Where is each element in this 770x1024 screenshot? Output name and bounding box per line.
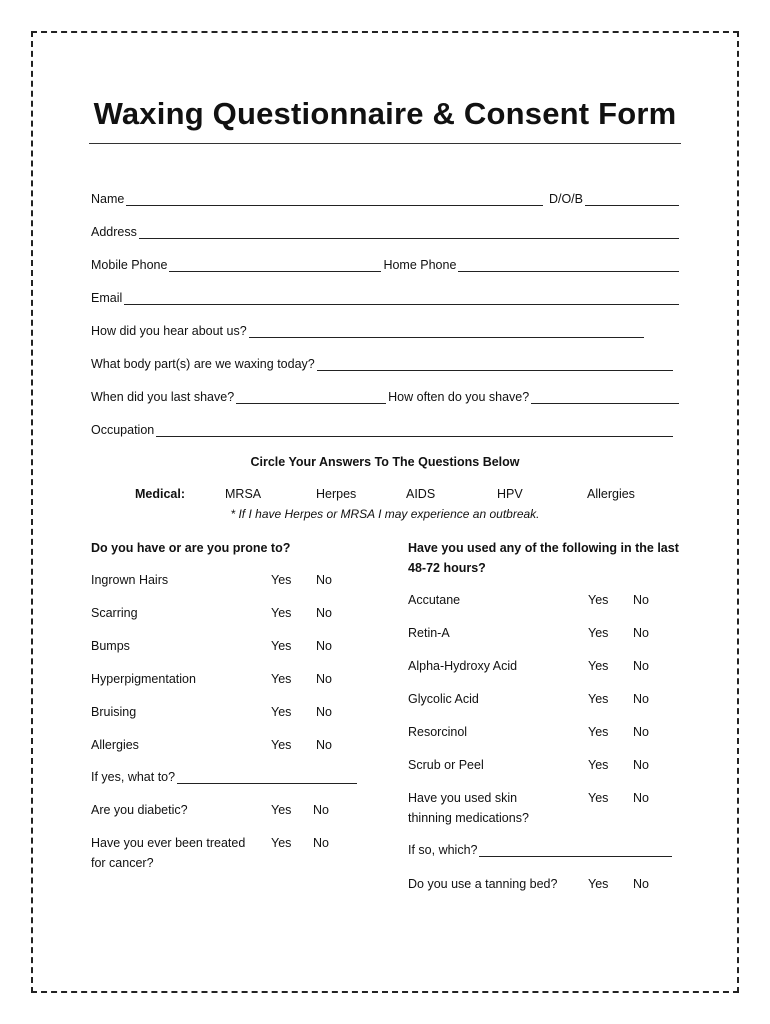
name-field[interactable] (126, 193, 543, 206)
circle-heading: Circle Your Answers To The Questions Below (250, 455, 520, 469)
yes-option[interactable]: Yes (271, 836, 292, 850)
if-so-row (408, 843, 674, 857)
no-option[interactable]: No (316, 639, 332, 653)
right-column-heading-line-2: 48-72 hours? (408, 561, 486, 575)
yes-option[interactable]: Yes (271, 803, 292, 817)
yes-option[interactable]: Yes (588, 877, 609, 891)
no-option[interactable]: No (316, 606, 332, 620)
question-alpha-hydroxy-acid: Alpha-Hydroxy Acid (408, 659, 518, 673)
no-option[interactable]: No (633, 593, 649, 607)
left-column-heading: Do you have or are you prone to? (91, 541, 291, 555)
form-title: Waxing Questionnaire & Consent Form (93, 96, 677, 131)
last-shave-field[interactable] (236, 391, 386, 404)
yes-option[interactable]: Yes (588, 659, 609, 673)
question-retin-a: Retin-A (408, 626, 450, 640)
dob-label: D/O/B (548, 192, 583, 206)
right-column-heading-line-1: Have you used any of the following in the last (408, 541, 679, 555)
question-glycolic-acid: Glycolic Acid (408, 692, 479, 706)
mobile-phone-label: Mobile Phone (91, 258, 168, 272)
question-ingrown-hairs: Ingrown Hairs (91, 573, 169, 587)
if-so-label: If so, which? (408, 843, 478, 857)
address-field[interactable] (139, 226, 679, 239)
occupation-field[interactable] (156, 424, 673, 437)
dob-field[interactable] (585, 193, 679, 206)
phone-row (91, 256, 681, 272)
question-resorcinol: Resorcinol (408, 725, 468, 739)
medical-option-mrsa[interactable]: MRSA (225, 487, 262, 501)
body-part-row (91, 355, 675, 371)
yes-option[interactable]: Yes (271, 738, 292, 752)
yes-option[interactable]: Yes (588, 791, 609, 805)
shave-row (91, 388, 681, 404)
address-label: Address (91, 225, 137, 239)
yes-option[interactable]: Yes (588, 593, 609, 607)
medical-option-allergies[interactable]: Allergies (587, 487, 635, 501)
question-bumps: Bumps (91, 639, 130, 653)
no-option[interactable]: No (316, 573, 332, 587)
question-skin-thinning-line-2: thinning medications? (408, 811, 529, 825)
no-option[interactable]: No (633, 877, 649, 891)
medical-option-aids[interactable]: AIDS (406, 487, 436, 501)
if-yes-row (91, 770, 359, 784)
yes-option[interactable]: Yes (588, 692, 609, 706)
no-option[interactable]: No (633, 626, 649, 640)
if-yes-field[interactable] (177, 771, 357, 784)
last-shave-label: When did you last shave? (91, 390, 235, 404)
title-divider (89, 143, 681, 144)
question-bruising: Bruising (91, 705, 137, 719)
no-option[interactable]: No (633, 791, 649, 805)
address-row (91, 223, 681, 239)
hear-field[interactable] (249, 325, 644, 338)
yes-option[interactable]: Yes (271, 639, 292, 653)
home-phone-label: Home Phone (383, 258, 457, 272)
no-option[interactable]: No (633, 659, 649, 673)
yes-option[interactable]: Yes (271, 705, 292, 719)
no-option[interactable]: No (633, 758, 649, 772)
if-so-field[interactable] (479, 844, 672, 857)
question-scrub-or-peel: Scrub or Peel (408, 758, 484, 772)
question-skin-thinning-line-1: Have you used skin (408, 791, 518, 805)
no-option[interactable]: No (316, 738, 332, 752)
hear-label: How did you hear about us? (91, 324, 247, 338)
email-label: Email (91, 291, 123, 305)
body-part-field[interactable] (317, 358, 673, 371)
no-option[interactable]: No (633, 692, 649, 706)
name-label: Name (91, 192, 125, 206)
occupation-label: Occupation (91, 423, 155, 437)
hear-row (91, 322, 646, 338)
no-option[interactable]: No (313, 836, 329, 850)
medical-option-herpes[interactable]: Herpes (316, 487, 357, 501)
mobile-phone-field[interactable] (169, 259, 381, 272)
yes-option[interactable]: Yes (271, 672, 292, 686)
medical-note: * If I have Herpes or MRSA I may experience an outbreak. (230, 507, 540, 521)
email-field[interactable] (124, 292, 679, 305)
question-cancer-line-1: Have you ever been treated (91, 836, 246, 850)
no-option[interactable]: No (313, 803, 329, 817)
question-cancer-line-2: for cancer? (91, 856, 154, 870)
body-part-label: What body part(s) are we waxing today? (91, 357, 315, 371)
question-diabetic: Are you diabetic? (91, 803, 188, 817)
question-hyperpigmentation: Hyperpigmentation (91, 672, 196, 686)
medical-label: Medical: (135, 487, 186, 501)
yes-option[interactable]: Yes (588, 758, 609, 772)
yes-option[interactable]: Yes (588, 725, 609, 739)
question-scarring: Scarring (91, 606, 138, 620)
email-row (91, 289, 681, 305)
question-tanning-bed: Do you use a tanning bed? (408, 877, 558, 891)
name-row (91, 190, 681, 206)
how-often-field[interactable] (531, 391, 679, 404)
occupation-row (91, 421, 675, 437)
if-yes-label: If yes, what to? (91, 770, 176, 784)
how-often-label: How often do you shave? (388, 390, 530, 404)
no-option[interactable]: No (316, 672, 332, 686)
yes-option[interactable]: Yes (271, 606, 292, 620)
medical-option-hpv[interactable]: HPV (497, 487, 523, 501)
yes-option[interactable]: Yes (271, 573, 292, 587)
yes-option[interactable]: Yes (588, 626, 609, 640)
home-phone-field[interactable] (458, 259, 679, 272)
question-allergies: Allergies (91, 738, 139, 752)
no-option[interactable]: No (633, 725, 649, 739)
question-accutane: Accutane (408, 593, 461, 607)
no-option[interactable]: No (316, 705, 332, 719)
